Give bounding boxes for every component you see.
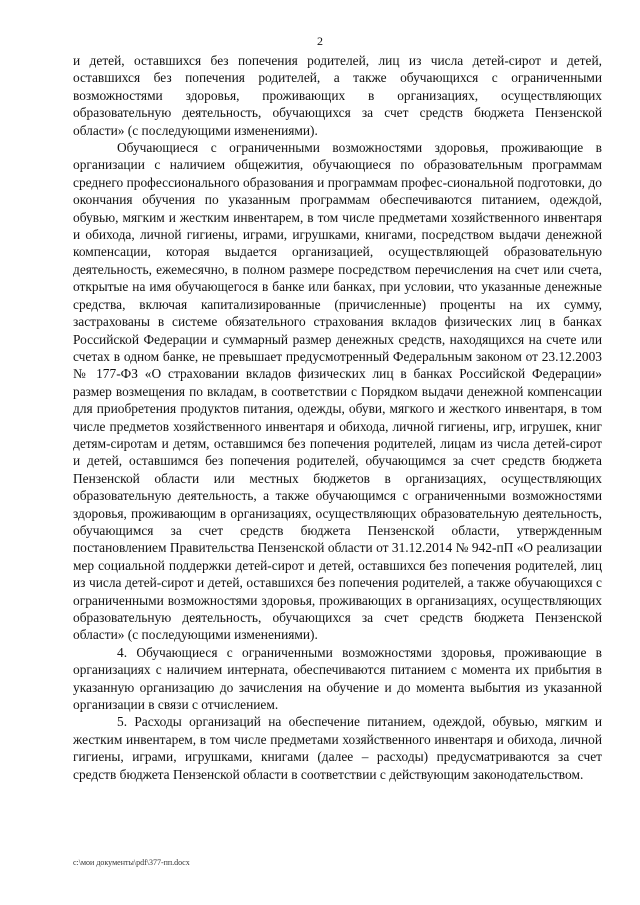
page-number: 2 <box>317 34 323 48</box>
paragraph-item-4: 4. Обучающиеся с ограниченными возможностями здоровья, проживающие в организациях с наличием интерната, обеспечиваются питанием с момента их прибытия в указанную организацию до зачисления на обучение и до момента выбытия из указанной организации в связи с отчислением. <box>73 644 602 713</box>
paragraph-continuation: и детей, оставшихся без попечения родителей, лиц из числа детей-сирот и детей, оставшихся без попечения родителей, а также обучающихся с ограниченными возможностями здоровья, проживающих в организациях, осуществляющих образовательную деятельность, обучающихся за счет средств бюджета Пензенской области» (с последующими изменениями). <box>73 53 602 138</box>
paragraph-compensation: Обучающиеся с ограниченными возможностями здоровья, проживающие в организации с наличием общежития, обучающиеся по образовательным программам среднего профессионального образования и программам профес-сиональной подготовки, до окончания обучения по указанным программам обеспечиваются питанием, одеждой, обувью, мягким и жестким инвентарем, в том числе предметами хозяйственного инвентаря и обихода, личной гигиены, играми, игрушками, книгами, посредством выдачи денежной компенсации, которая выдается организацией, осуществляющей образовательную деятельность, ежемесячно, в полном размере посредством перечисления на счет или счета, открытые на имя обучающегося в банке или банках, при условии, что указанные денежные средства, включая капитализированные (причисленные) проценты на их сумму, застрахованы в системе обязательного страхования вкладов физических лиц в банках Российской Федерации и суммарный размер денежных средств, находящихся на счете или счетах в одном банке, не превышает предусмотренный Федеральным законом от 23.12.2003 № 177-ФЗ «О страховании вкладов физических лиц в банках Российской Федерации» размер возмещения по вкладам, в соответствии с Порядком выдачи денежной компенсации для приобретения продуктов питания, одежды, обуви, мягкого и жесткого инвентаря, в том числе предметов хозяйственного инвентаря и обихода, личной гигиены, игр, игрушек, книг детям-сиротам и детям, оставшимся без попечения родителей, лицам из числа детей-сирот и детей, оставшимся без попечения родителей, обучающимся за счет средств бюджета Пензенской области или местных бюджетов в организациях, осуществляющих образовательную деятельность, а также обучающимся с ограниченными возможностями здоровья, проживающим в организациях, осуществляющих образовательную деятельность, обучающимся за счет средств бюджета Пензенской области, утвержденным постановлением Правительства Пензенской области от 31.12.2014 № 942-пП «О реализации мер социальной поддержки детей-сирот и детей, оставшихся без попечения родителей, лиц из числа детей-сирот и детей, оставшихся без попечения родителей, а также обучающихся с ограниченными возможностями здоровья, проживающих в организациях, осуществляющих образовательную деятельность, обучающихся за счет средств бюджета Пензенской области» (с последующими изменениями). <box>73 140 602 643</box>
footer-file-path: c:\мои документы\pdf\377-пп.docx <box>73 858 190 867</box>
paragraph-item-5: 5. Расходы организаций на обеспечение питанием, одеждой, обувью, мягким и жестким инвентарем, в том числе предметами хозяйственного инвентаря и обихода, личной гигиены, играми, игрушками, книгами (далее – расходы) предусматриваются за счет средств бюджета Пензенской области в соответствии с действующим законодательством. <box>73 714 602 782</box>
document-body <box>73 52 602 783</box>
